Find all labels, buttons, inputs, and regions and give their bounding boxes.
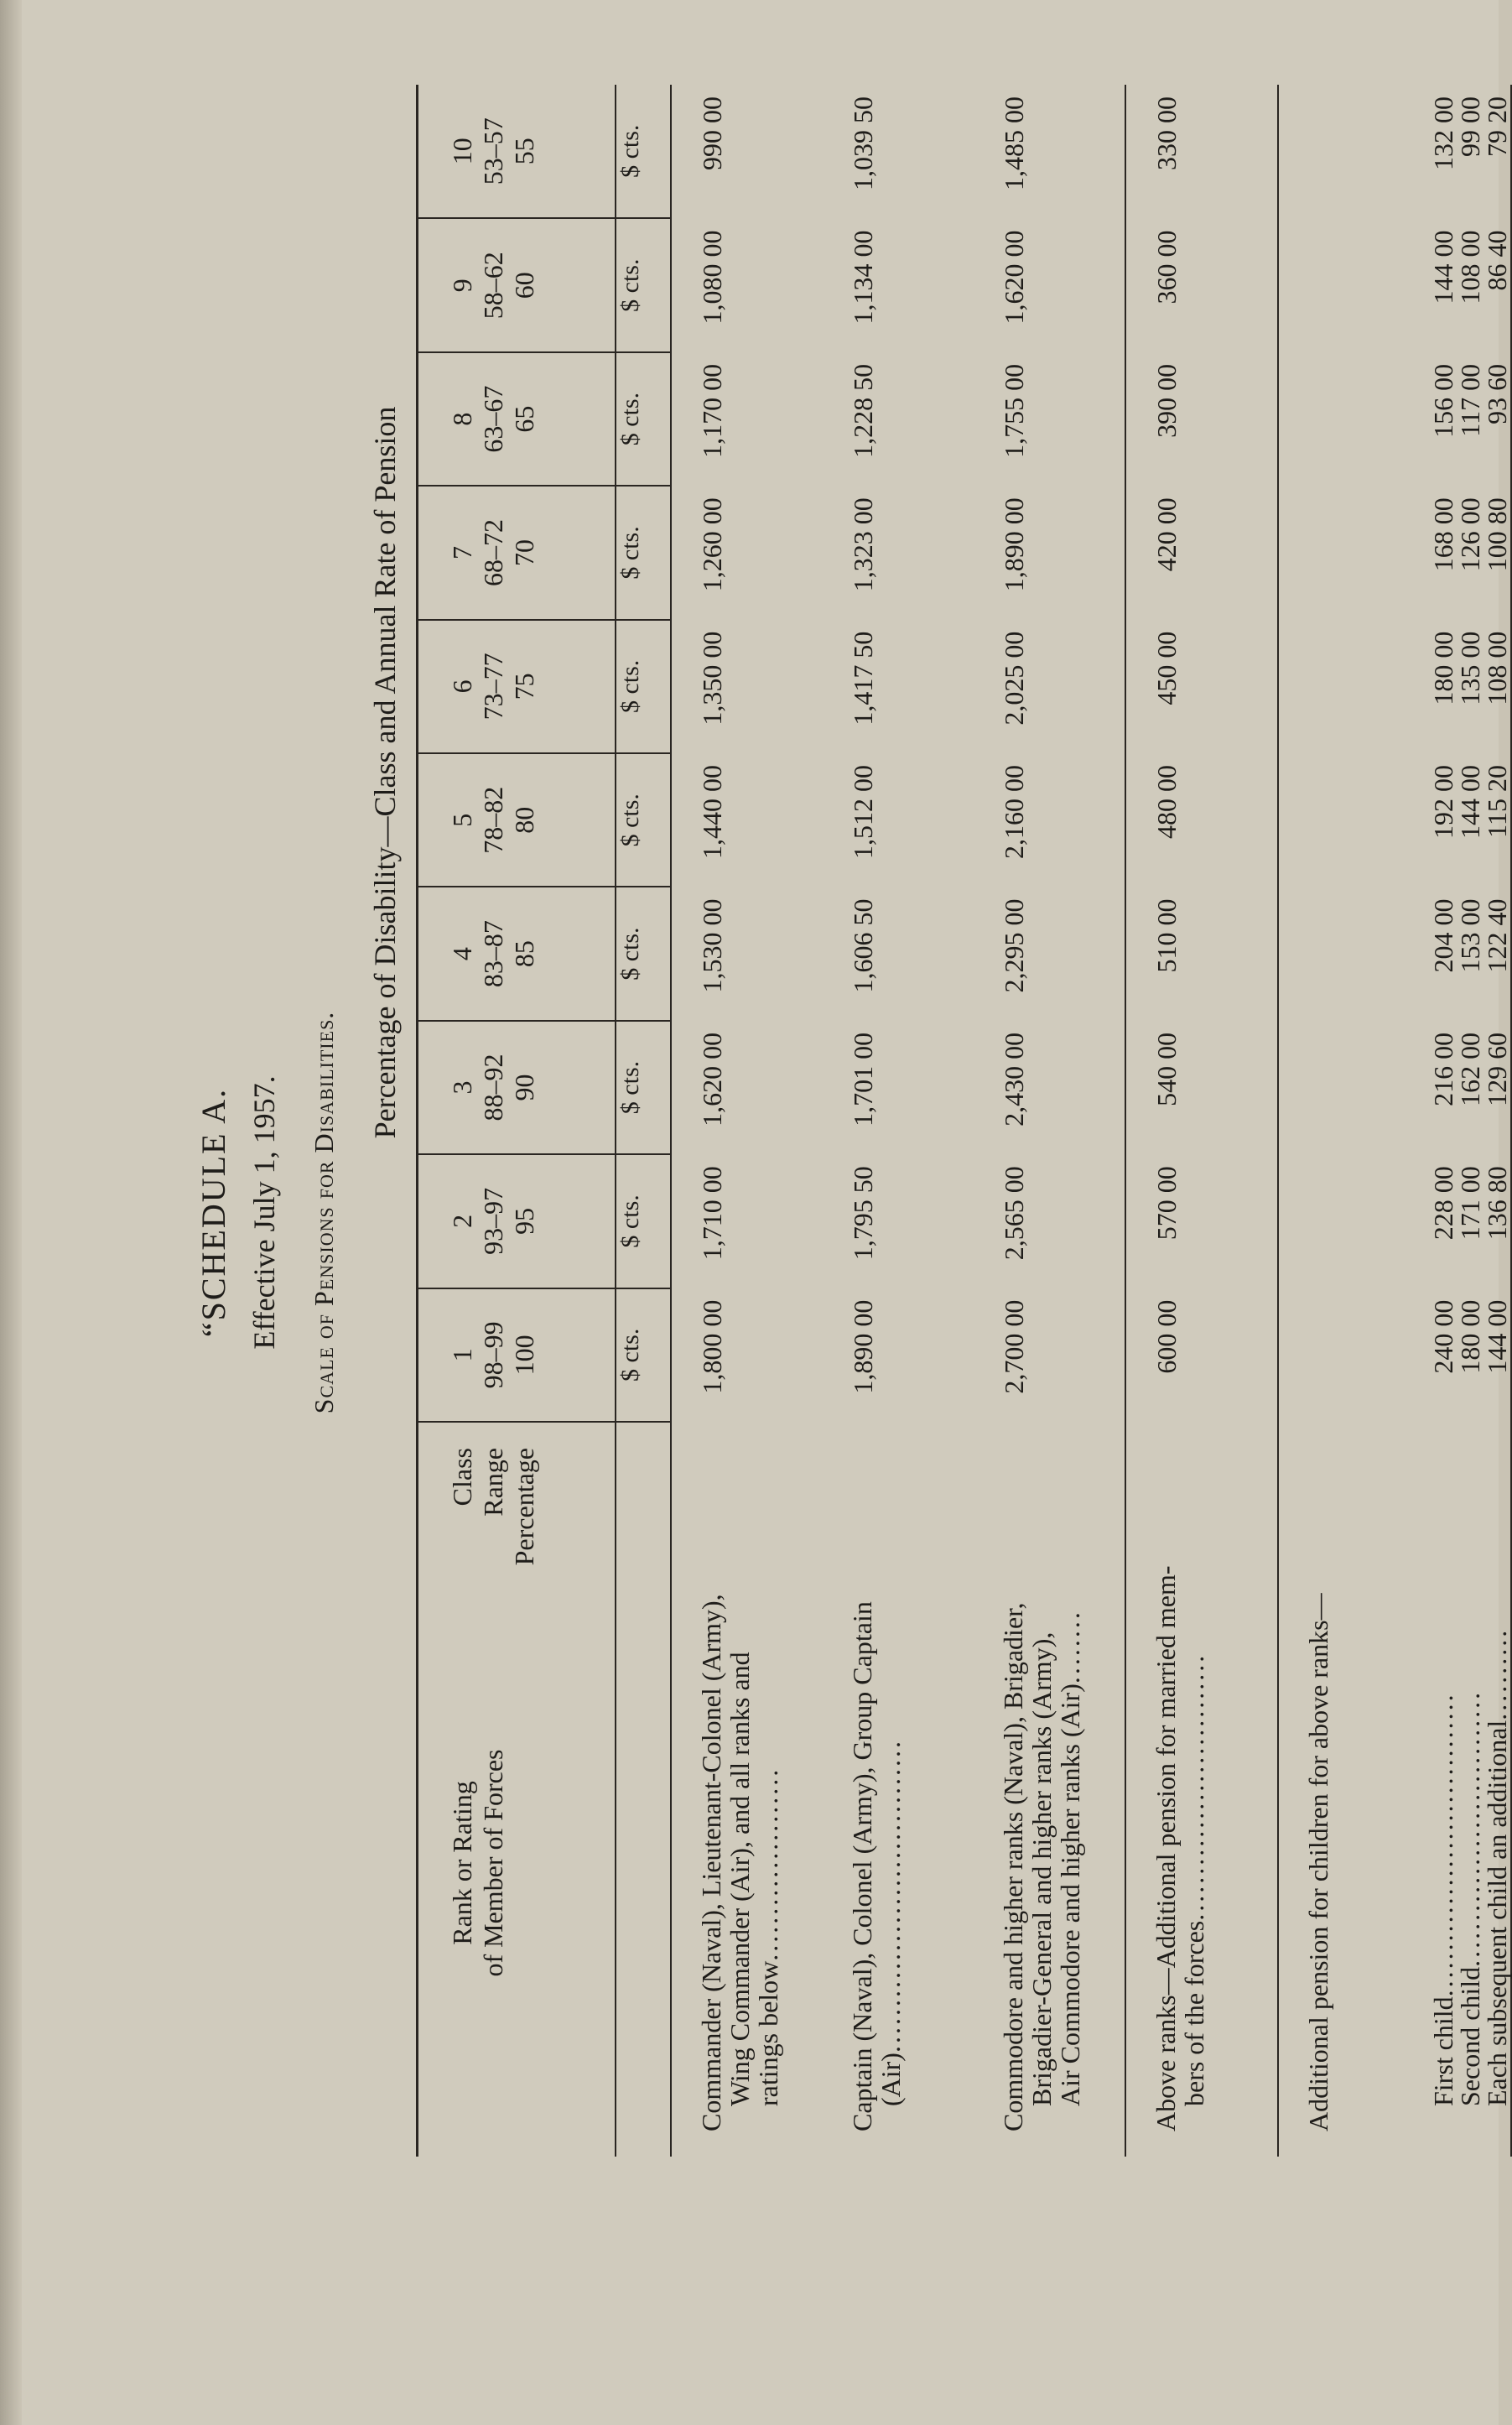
rate-cell: 1,890 00 bbox=[848, 1299, 878, 1394]
class-percentage: 75 bbox=[509, 673, 539, 700]
rank-line: Above ranks—Additional pension for married mem- bbox=[1151, 1565, 1181, 2131]
unit-label: $ cts. bbox=[616, 1021, 671, 1154]
rank-line: Wing Commander (Air), and all ranks and bbox=[725, 1652, 755, 2106]
unit-label: $ cts. bbox=[616, 887, 671, 1020]
rate-cell: 162 00 bbox=[1455, 1032, 1485, 1106]
rate-cell: 1,440 00 bbox=[671, 753, 823, 887]
table-row bbox=[1457, 85, 1483, 2157]
rate-cell: 1,080 00 bbox=[671, 218, 823, 351]
class-range: 83–87 bbox=[478, 920, 508, 988]
class-percentage: 80 bbox=[509, 806, 539, 834]
class-range: 93–97 bbox=[478, 1187, 508, 1255]
scale-heading: Scale of Pensions for Disabilities. bbox=[309, 1011, 339, 1414]
rate-cell: 450 00 bbox=[1125, 620, 1278, 753]
rate-cell: 129 60 bbox=[1482, 1032, 1512, 1106]
rate-cell: 2,430 00 bbox=[999, 1032, 1029, 1127]
table-row bbox=[671, 85, 823, 2157]
children-heading: Additional pension for children for above ranks— bbox=[1278, 85, 1430, 2157]
rate-cell: 990 00 bbox=[671, 85, 823, 218]
rate-cell: 240 00 bbox=[1428, 1299, 1458, 1374]
rate-cell: 1,755 00 bbox=[999, 363, 1029, 458]
rate-cell: 330 00 bbox=[1125, 85, 1278, 218]
rate-cell: 480 00 bbox=[1125, 753, 1278, 887]
rate-cell: 1,134 00 bbox=[848, 230, 878, 325]
class-range: 73–77 bbox=[478, 653, 508, 721]
leader-dots: ............................. bbox=[1179, 1652, 1209, 1921]
class-number: 5 bbox=[447, 813, 477, 827]
rate-cell: 126 00 bbox=[1455, 497, 1485, 572]
rate-cell: 1,323 00 bbox=[848, 497, 878, 592]
unit-label: $ cts. bbox=[616, 218, 671, 351]
schedule-title: “SCHEDULE A. bbox=[195, 1087, 232, 1338]
rate-cell: 156 00 bbox=[1428, 363, 1458, 438]
rank-description bbox=[1125, 1422, 1278, 2157]
units-blank bbox=[616, 1422, 671, 1569]
rank-line: Captain (Naval), Colonel (Army), Group Captain bbox=[847, 1601, 877, 2131]
rank-header-line-2: of Member of Forces bbox=[478, 1749, 508, 1977]
rate-cell: 2,700 00 bbox=[999, 1299, 1029, 1394]
class-range: 98–99 bbox=[478, 1321, 508, 1389]
rank-line: bers of the forces bbox=[1179, 1920, 1209, 2106]
class-number: 7 bbox=[447, 545, 477, 559]
rate-cell: 86 40 bbox=[1482, 230, 1512, 291]
rank-header-line-1: Rank or Rating bbox=[447, 1781, 477, 1945]
rate-cell: 108 00 bbox=[1482, 631, 1512, 705]
class-header-1 bbox=[418, 1288, 616, 1422]
rate-cell: 192 00 bbox=[1428, 765, 1458, 840]
rate-cell: 228 00 bbox=[1428, 1166, 1458, 1241]
class-number: 8 bbox=[447, 412, 477, 426]
children-heading-row bbox=[1278, 85, 1430, 2157]
rate-cell: 540 00 bbox=[1125, 1021, 1278, 1154]
class-number: 1 bbox=[447, 1348, 477, 1362]
rank-line: Commodore and higher ranks (Naval), Brigadier, bbox=[998, 1602, 1028, 2131]
rank-line: Commander (Naval), Lieutenant-Colonel (Army), bbox=[696, 1594, 726, 2131]
rate-cell: 1,800 00 bbox=[671, 1288, 823, 1422]
rate-cell: 1,228 50 bbox=[848, 363, 878, 458]
class-range: 53–57 bbox=[478, 117, 508, 185]
class-number: 3 bbox=[447, 1080, 477, 1095]
rate-cell: 144 00 bbox=[1455, 765, 1485, 840]
rate-cell: 1,530 00 bbox=[671, 887, 823, 1020]
rate-cell: 135 00 bbox=[1455, 631, 1485, 705]
class-number: 10 bbox=[447, 138, 477, 165]
rate-cell: 79 20 bbox=[1482, 96, 1512, 157]
rank-line: (Air) bbox=[876, 2053, 906, 2106]
class-number: 6 bbox=[447, 679, 477, 694]
document-page bbox=[22, 0, 1512, 2425]
leader-dots: ................................. bbox=[1428, 1692, 1458, 1997]
leader-dots: .................................. bbox=[876, 1739, 906, 2053]
unit-label: $ cts. bbox=[616, 486, 671, 619]
table-row bbox=[1125, 85, 1278, 2157]
class-header-9 bbox=[418, 218, 616, 351]
rate-cell: 1,485 00 bbox=[999, 96, 1029, 190]
class-percentage: 70 bbox=[509, 539, 539, 566]
rate-cell: 144 00 bbox=[1482, 1299, 1512, 1374]
rate-cell: 1,039 50 bbox=[848, 96, 878, 190]
class-header-10 bbox=[418, 85, 616, 218]
units-row bbox=[616, 85, 671, 2157]
class-percentage: 90 bbox=[509, 1074, 539, 1101]
rank-line: ratings below bbox=[753, 1960, 783, 2106]
rank-description bbox=[974, 1422, 1125, 2157]
table-heading: Percentage of Disability—Class and Annual Rate of Pension bbox=[368, 406, 402, 1139]
class-number: 9 bbox=[447, 278, 477, 293]
unit-label: $ cts. bbox=[616, 620, 671, 753]
rate-cell: 1,620 00 bbox=[671, 1021, 823, 1154]
rate-cell: 1,170 00 bbox=[671, 352, 823, 486]
table-row bbox=[1430, 85, 1457, 2157]
rank-header bbox=[418, 1569, 616, 2157]
unit-label: $ cts. bbox=[616, 1288, 671, 1422]
page-binding-edge bbox=[0, 0, 22, 2425]
rate-cell: 122 40 bbox=[1482, 898, 1512, 973]
rank-description bbox=[823, 1422, 974, 2157]
units-blank bbox=[616, 1569, 671, 2157]
class-label: Class bbox=[447, 1448, 477, 1507]
unit-label: $ cts. bbox=[616, 352, 671, 486]
child-label-cell bbox=[1457, 1422, 1483, 2157]
rate-cell: 1,890 00 bbox=[999, 497, 1029, 592]
class-range: 58–62 bbox=[478, 252, 508, 320]
rate-cell: 570 00 bbox=[1125, 1154, 1278, 1288]
leader-dots: ........ bbox=[1055, 1610, 1085, 1684]
pension-schedule-table bbox=[416, 85, 1512, 2157]
rate-cell: 180 00 bbox=[1455, 1299, 1485, 1374]
leader-dots: .......... bbox=[1482, 1627, 1512, 1720]
leader-dots: ..................... bbox=[753, 1767, 783, 1961]
rate-cell: 600 00 bbox=[1125, 1288, 1278, 1422]
rate-cell: 2,295 00 bbox=[999, 898, 1029, 993]
class-header-6 bbox=[418, 620, 616, 753]
rate-cell: 420 00 bbox=[1125, 486, 1278, 619]
child-label-cell bbox=[1483, 1422, 1510, 2157]
rate-cell: 216 00 bbox=[1428, 1032, 1458, 1106]
rate-cell: 1,795 50 bbox=[848, 1166, 878, 1261]
unit-label: $ cts. bbox=[616, 85, 671, 218]
rate-cell: 100 80 bbox=[1482, 497, 1512, 572]
table-row bbox=[974, 85, 1125, 2157]
rate-cell: 1,701 00 bbox=[848, 1032, 878, 1127]
class-header-3 bbox=[418, 1021, 616, 1154]
class-range-percentage-labels bbox=[418, 1422, 616, 1569]
class-number: 2 bbox=[447, 1214, 477, 1228]
class-percentage: 55 bbox=[509, 138, 539, 165]
class-percentage: 60 bbox=[509, 272, 539, 299]
table-row bbox=[823, 85, 974, 2157]
rate-cell: 99 00 bbox=[1455, 96, 1485, 157]
class-percentage: 85 bbox=[509, 940, 539, 968]
class-range: 63–67 bbox=[478, 385, 508, 453]
table-header-row bbox=[418, 85, 616, 2157]
rate-cell: 1,417 50 bbox=[848, 631, 878, 726]
rate-cell: 2,160 00 bbox=[999, 765, 1029, 860]
rate-cell: 115 20 bbox=[1482, 765, 1512, 838]
child-label: Each subsequent child an additional bbox=[1482, 1720, 1512, 2106]
rate-cell: 144 00 bbox=[1428, 230, 1458, 304]
rank-line: Brigadier-General and higher ranks (Army), bbox=[1026, 1631, 1057, 2106]
rate-cell: 1,350 00 bbox=[671, 620, 823, 753]
rate-cell: 136 80 bbox=[1482, 1166, 1512, 1241]
unit-label: $ cts. bbox=[616, 1154, 671, 1288]
class-percentage: 95 bbox=[509, 1207, 539, 1235]
class-range: 88–92 bbox=[478, 1054, 508, 1121]
rate-cell: 108 00 bbox=[1455, 230, 1485, 304]
rate-cell: 510 00 bbox=[1125, 887, 1278, 1020]
percentage-label: Percentage bbox=[509, 1448, 539, 1566]
child-label: First child bbox=[1428, 1996, 1458, 2106]
rate-cell: 132 00 bbox=[1428, 96, 1458, 170]
rate-cell: 153 00 bbox=[1455, 898, 1485, 973]
rate-cell: 1,606 50 bbox=[848, 898, 878, 993]
class-range: 78–82 bbox=[478, 786, 508, 854]
rate-cell: 1,512 00 bbox=[848, 765, 878, 860]
rate-cell: 1,710 00 bbox=[671, 1154, 823, 1288]
class-range: 68–72 bbox=[478, 518, 508, 586]
rotated-page-content bbox=[22, 0, 1512, 2425]
rate-cell: 2,565 00 bbox=[999, 1166, 1029, 1261]
class-header-8 bbox=[418, 352, 616, 486]
rate-cell: 2,025 00 bbox=[999, 631, 1029, 726]
class-header-4 bbox=[418, 887, 616, 1020]
unit-label: $ cts. bbox=[616, 753, 671, 887]
rate-cell: 168 00 bbox=[1428, 497, 1458, 572]
rate-cell: 1,620 00 bbox=[999, 230, 1029, 325]
child-label: Second child bbox=[1455, 1966, 1485, 2106]
class-percentage: 65 bbox=[509, 405, 539, 433]
class-number: 4 bbox=[447, 947, 477, 961]
class-header-2 bbox=[418, 1154, 616, 1288]
class-percentage: 100 bbox=[509, 1335, 539, 1376]
rank-description bbox=[671, 1422, 823, 2157]
effective-date: Effective July 1, 1957. bbox=[247, 1075, 281, 1350]
range-label: Range bbox=[478, 1448, 508, 1517]
rate-cell: 360 00 bbox=[1125, 218, 1278, 351]
rate-cell: 171 00 bbox=[1455, 1166, 1485, 1241]
rate-cell: 204 00 bbox=[1428, 898, 1458, 973]
leader-dots: .............................. bbox=[1455, 1689, 1485, 1967]
rate-cell: 1,260 00 bbox=[671, 486, 823, 619]
rate-cell: 180 00 bbox=[1428, 631, 1458, 705]
rate-cell: 93 60 bbox=[1482, 363, 1512, 424]
class-header-5 bbox=[418, 753, 616, 887]
rate-cell: 117 00 bbox=[1455, 363, 1485, 437]
child-label-cell bbox=[1430, 1422, 1457, 2157]
rank-line: Air Commodore and higher ranks (Air) bbox=[1055, 1683, 1085, 2106]
table-row bbox=[1483, 85, 1510, 2157]
rate-cell: 390 00 bbox=[1125, 352, 1278, 486]
class-header-7 bbox=[418, 486, 616, 619]
